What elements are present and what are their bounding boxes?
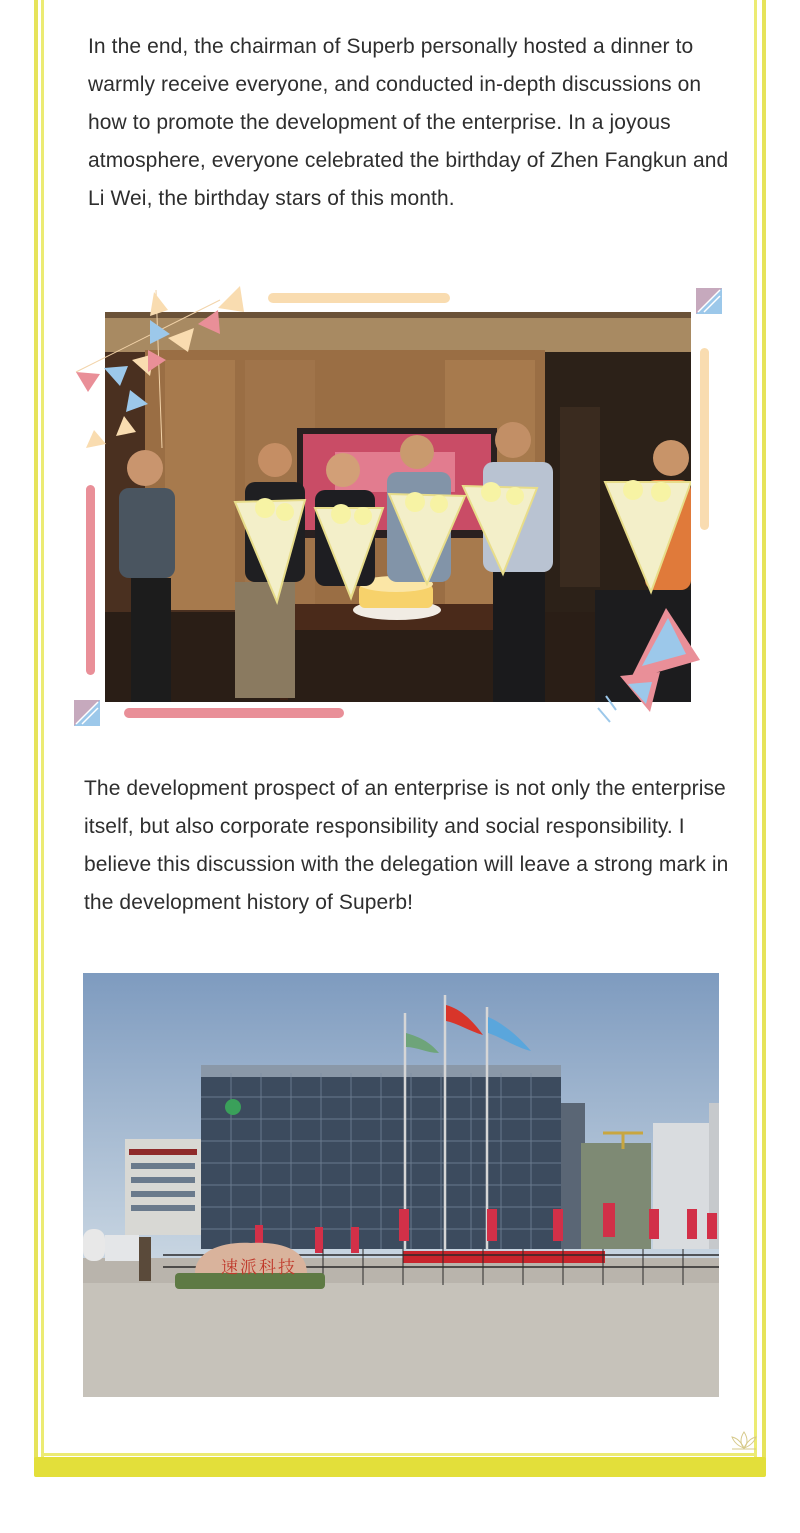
birthday-dinner-photo (105, 312, 691, 702)
lotus-icon (728, 1428, 760, 1452)
frame-left-border (34, 0, 38, 1462)
frame-right-inner-border (754, 0, 757, 1462)
frame-bottom-border (34, 1457, 766, 1477)
frame-left-inner-border (41, 0, 44, 1462)
article-paragraph-1: In the end, the chairman of Superb personally hosted a dinner to warmly receive everyone, and conducted in-depth discussions on how to promote the development of the enterprise. In a joyous atmosphere, everyone celebrated the birthday of Zhen Fangkun and Li Wei, the birthday stars of this month. (88, 35, 729, 210)
frame-bottom-inner-line (44, 1453, 757, 1456)
article-paragraph-2: The development prospect of an enterprise is not only the enterprise itself, but also corporate responsibility and social responsibility. I believe this discussion with the delegation will leave a strong mark in the development history of Superb! (84, 777, 729, 914)
company-sign-text: 速派科技 (221, 1258, 297, 1278)
frame-right-border (762, 0, 766, 1462)
company-building-photo (83, 973, 719, 1397)
